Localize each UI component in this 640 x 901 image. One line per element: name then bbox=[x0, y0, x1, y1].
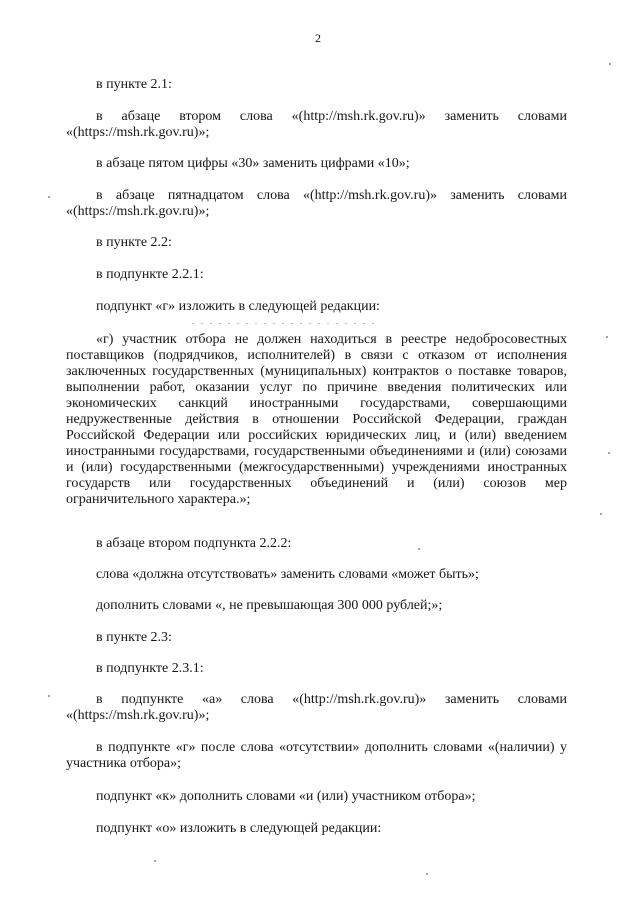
paragraph-item-2-1: в пункте 2.1: bbox=[96, 77, 172, 92]
paragraph-replace-digits: в абзаце пятом цифры «30» заменить цифрами «10»; bbox=[96, 156, 410, 171]
paragraph-item-2-3: в пункте 2.3: bbox=[96, 630, 172, 645]
paragraph-append-amount: дополнить словами «, не превышающая 300 000 рублей;»; bbox=[96, 598, 443, 613]
paragraph-subitem-a: в подпункте «а» слова «(http://msh.rk.gov.ru)» заменить словами «(https://msh.rk.gov.ru)»; bbox=[66, 692, 567, 723]
paragraph-subitem-k: подпункт «к» дополнить словами «и (или) участником отбора»; bbox=[96, 789, 476, 804]
scan-speck bbox=[426, 873, 428, 875]
paragraph-replace-url-1: в абзаце втором слова «(http://msh.rk.gov.ru)» заменить словами «(https://msh.rk.gov.ru)»; bbox=[66, 109, 567, 140]
paragraph-item-2-2: в пункте 2.2: bbox=[96, 235, 172, 250]
paragraph-subitem-2-2-2: в абзаце втором подпункта 2.2.2: bbox=[96, 536, 292, 551]
scan-speck bbox=[600, 513, 602, 515]
scan-speck bbox=[606, 336, 608, 338]
scan-speck bbox=[608, 452, 610, 454]
paragraph-subitem-2-2-1: в подпункте 2.2.1: bbox=[96, 267, 204, 282]
scan-artifact-line bbox=[192, 323, 374, 324]
paragraph-subitem-g-append: в подпункте «г» после слова «отсутствии» дополнить словами «(наличии) у участника отбора»; bbox=[66, 740, 567, 771]
paragraph-subitem-g-text: «г) участник отбора не должен находиться в реестре недобросовестных поставщиков (подрядчиков, исполнителей) в связи с отказом от исполнения заключенных государственных (муниципальных) контрактов о поставке товаров, выполнении работ, оказании услуг по причине введения политических или экономических санкций иностранными государствами, совершающими недружественные действия в отношении Российской Федерации, граждан Российской Федерации или российских юридических лиц, и (или) введением иностранными государствами, государственными объединениями и (или) союзами и (или) государственными (межгосударственными) учреждениями иностранных государств или государственных объединений и (или) союзов мер ограничительного характера.»; bbox=[66, 332, 567, 507]
paragraph-subitem-2-3-1: в подпункте 2.3.1: bbox=[96, 661, 204, 676]
scan-speck bbox=[154, 860, 156, 862]
scan-speck bbox=[48, 196, 50, 198]
page-number: 2 bbox=[315, 31, 321, 45]
paragraph-subitem-o: подпункт «о» изложить в следующей редакции: bbox=[96, 821, 382, 836]
scan-speck bbox=[418, 548, 420, 550]
scan-speck bbox=[609, 63, 611, 65]
paragraph-replace-words: слова «должна отсутствовать» заменить словами «может быть»; bbox=[96, 567, 479, 582]
paragraph-replace-url-2: в абзаце пятнадцатом слова «(http://msh.rk.gov.ru)» заменить словами «(https://msh.rk.gov.ru)»; bbox=[66, 188, 567, 219]
scan-speck bbox=[48, 695, 50, 697]
paragraph-subitem-g-heading: подпункт «г» изложить в следующей редакции: bbox=[96, 299, 380, 314]
